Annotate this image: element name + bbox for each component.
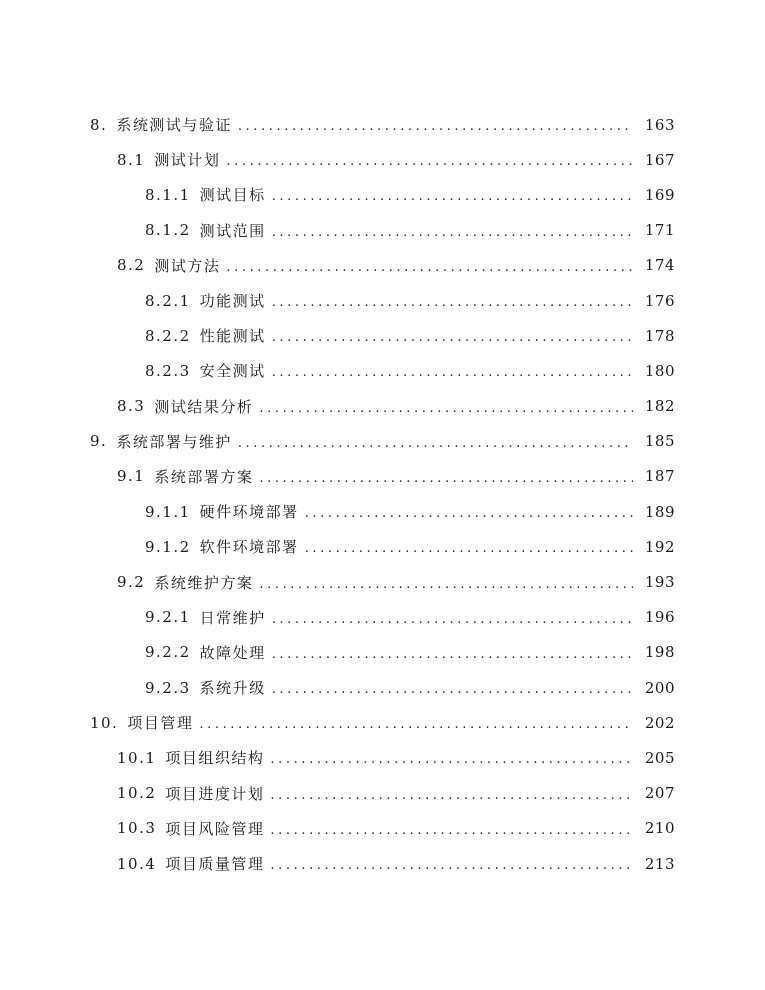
dot-leader [272, 189, 633, 204]
toc-entry-page: 200 [644, 678, 675, 697]
toc-entry-number: 9.1.1 [145, 502, 191, 521]
toc-entry-title: 项目进度计划 [165, 784, 265, 803]
toc-entry[interactable] [0, 776, 765, 811]
toc-entry-number: 8.1 [117, 150, 146, 169]
toc-entry[interactable] [0, 740, 765, 775]
toc-entry-number: 10.4 [117, 854, 157, 873]
toc-entry-page: 167 [644, 150, 675, 169]
toc-entry-page: 207 [644, 784, 675, 803]
toc-entry-number: 9. [90, 432, 108, 451]
toc-entry-page: 169 [644, 185, 675, 204]
toc-entry[interactable] [0, 248, 765, 283]
toc-entry-page: 202 [644, 713, 675, 732]
toc-entry-number: 10. [90, 713, 119, 732]
toc-entry[interactable] [0, 600, 765, 635]
toc-entry[interactable] [0, 177, 765, 212]
toc-entry[interactable] [0, 389, 765, 424]
toc-entry-title: 性能测试 [199, 327, 266, 346]
toc-entry-number: 8.2 [117, 256, 146, 275]
toc-entry-title: 测试计划 [154, 151, 221, 170]
toc-entry-number: 8.1.1 [145, 185, 191, 204]
dot-leader [272, 295, 633, 310]
toc-entry-page: 205 [644, 748, 675, 767]
toc-entry-number: 8.2.1 [145, 291, 191, 310]
dot-leader [199, 717, 633, 732]
toc-entry-number: 9.2.1 [145, 608, 191, 627]
toc-entry[interactable] [0, 670, 765, 705]
toc-entry-title: 系统部署方案 [154, 467, 254, 486]
dot-leader [272, 225, 633, 240]
toc-entry[interactable] [0, 142, 765, 177]
dot-leader [270, 788, 633, 803]
toc-entry-title: 故障处理 [199, 643, 266, 662]
toc-entry-page: 185 [644, 432, 675, 451]
dot-leader [259, 401, 633, 416]
toc-entry-page: 213 [644, 854, 675, 873]
toc-entry-number: 9.2 [117, 573, 146, 592]
dot-leader [272, 330, 633, 345]
dot-leader [226, 260, 633, 275]
toc-entry-page: 189 [644, 502, 675, 521]
toc-entry-page: 196 [644, 608, 675, 627]
toc-entry-number: 8.3 [117, 397, 146, 416]
toc-entry-title: 项目风险管理 [165, 819, 265, 838]
dot-leader [272, 612, 633, 627]
toc-entry-title: 项目质量管理 [165, 855, 265, 874]
dot-leader [238, 436, 633, 451]
toc-entry-number: 9.2.2 [145, 643, 191, 662]
toc-entry[interactable] [0, 283, 765, 318]
toc-entry-number: 10.2 [117, 784, 157, 803]
toc-entry-page: 192 [644, 537, 675, 556]
toc-entry-title: 系统部署与维护 [116, 432, 232, 451]
toc-entry[interactable] [0, 846, 765, 881]
dot-leader [272, 682, 633, 697]
toc-entry-page: 210 [644, 819, 675, 838]
toc-entry[interactable] [0, 564, 765, 599]
table-of-contents [0, 107, 765, 881]
dot-leader [270, 823, 633, 838]
toc-entry[interactable] [0, 459, 765, 494]
toc-entry[interactable] [0, 705, 765, 740]
toc-entry-page: 174 [644, 256, 675, 275]
toc-entry-page: 198 [644, 643, 675, 662]
toc-entry[interactable] [0, 811, 765, 846]
dot-leader [272, 365, 633, 380]
toc-entry-title: 系统测试与验证 [116, 116, 232, 135]
dot-leader [259, 577, 633, 592]
toc-entry-title: 测试目标 [199, 186, 266, 205]
toc-entry-title: 硬件环境部署 [199, 503, 299, 522]
toc-entry-title: 测试范围 [199, 221, 266, 240]
toc-entry-page: 178 [644, 326, 675, 345]
toc-entry-number: 9.1 [117, 467, 146, 486]
toc-entry-title: 日常维护 [199, 608, 266, 627]
toc-entry-number: 8.1.2 [145, 221, 191, 240]
toc-entry-title: 测试结果分析 [154, 397, 254, 416]
toc-entry-title: 测试方法 [154, 256, 221, 275]
toc-entry-title: 功能测试 [199, 292, 266, 311]
dot-leader [259, 471, 633, 486]
toc-entry[interactable] [0, 494, 765, 529]
toc-entry-number: 8.2.2 [145, 326, 191, 345]
toc-entry-number: 9.1.2 [145, 537, 191, 556]
toc-entry-title: 系统维护方案 [154, 573, 254, 592]
toc-entry[interactable] [0, 529, 765, 564]
toc-entry[interactable] [0, 213, 765, 248]
toc-entry-number: 8.2.3 [145, 361, 191, 380]
toc-entry[interactable] [0, 107, 765, 142]
toc-entry[interactable] [0, 424, 765, 459]
dot-leader [272, 647, 633, 662]
toc-entry[interactable] [0, 635, 765, 670]
dot-leader [270, 752, 633, 767]
dot-leader [270, 858, 633, 873]
toc-entry-page: 180 [644, 361, 675, 380]
toc-entry-number: 8. [90, 115, 108, 134]
toc-entry-number: 9.2.3 [145, 678, 191, 697]
toc-entry-title: 软件环境部署 [199, 538, 299, 557]
toc-entry-page: 182 [644, 397, 675, 416]
toc-entry-title: 安全测试 [199, 362, 266, 381]
toc-entry-number: 10.1 [117, 748, 157, 767]
toc-entry-page: 163 [644, 115, 675, 134]
toc-entry-page: 187 [644, 467, 675, 486]
toc-entry[interactable] [0, 353, 765, 388]
toc-entry[interactable] [0, 318, 765, 353]
toc-entry-title: 系统升级 [199, 679, 266, 698]
dot-leader [305, 506, 633, 521]
toc-entry-page: 176 [644, 291, 675, 310]
dot-leader [305, 541, 633, 556]
toc-entry-page: 171 [644, 221, 675, 240]
toc-entry-page: 193 [644, 573, 675, 592]
toc-entry-title: 项目管理 [127, 714, 194, 733]
dot-leader [226, 154, 633, 169]
dot-leader [238, 119, 633, 134]
toc-entry-number: 10.3 [117, 819, 157, 838]
toc-entry-title: 项目组织结构 [165, 749, 265, 768]
